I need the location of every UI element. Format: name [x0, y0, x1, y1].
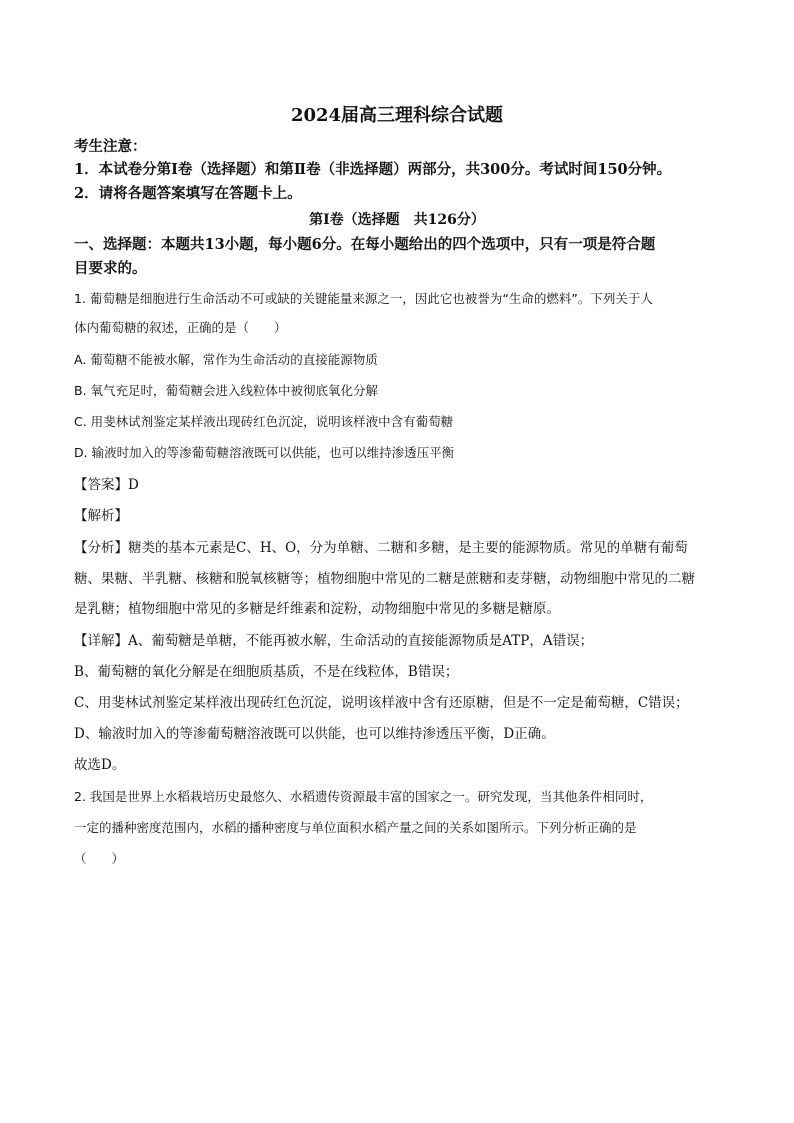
q2-stem-line-3: （ ）: [74, 851, 125, 866]
notice-label: 考生注意：: [74, 138, 147, 155]
q2-stem-line-2: 一定的播种密度范围内，水稻的播种密度与单位面积水稻产量之间的关系如图所示。下列分析正确的是: [74, 820, 637, 835]
q1-analysis-line-3: 是乳糖；植物细胞中常见的多糖是纤维素和淀粉，动物细胞中常见的多糖是糖原。: [74, 601, 560, 617]
q1-detail-line-4: D、输液时加入的等渗葡萄糖溶液既可以供能，也可以维持渗透压平衡，D正确。: [74, 726, 555, 742]
q1-analysis-line-1: 【分析】糖类的基本元素是C、H、O，分为单糖、二糖和多糖，是主要的能源物质。常见的单糖有葡萄: [74, 540, 688, 556]
q1-analysis-line-2: 糖、果糖、半乳糖、核糖和脱氧核糖等；植物细胞中常见的二糖是蔗糖和麦芽糖，动物细胞中常见的二糖: [74, 571, 695, 587]
q1-answer: 【答案】D: [74, 477, 139, 493]
q1-option-d: D. 输液时加入的等渗葡萄糖溶液既可以供能，也可以维持渗透压平衡: [74, 445, 455, 460]
q1-option-a: A. 葡萄糖不能被水解，常作为生命活动的直接能源物质: [74, 352, 378, 367]
notice-item-2: 2．请将各题答案填写在答题卡上。: [74, 185, 302, 202]
section-heading: 第Ⅰ卷（选择题 共126分）: [309, 212, 485, 228]
q1-stem-line-1: 1. 葡萄糖是细胞进行生命活动不可或缺的关键能量来源之一，因此它也被誉为“生命的燃料”。下列关于人: [74, 291, 653, 306]
q1-detail-line-2: B、葡萄糖的氧化分解是在细胞质基质，不是在线粒体，B错误；: [74, 664, 459, 680]
q1-explanation-label: 【解析】: [74, 508, 128, 524]
q1-option-c: C. 用斐林试剂鉴定某样液出现砖红色沉淀，说明该样液中含有葡萄糖: [74, 414, 454, 429]
section-instruction-line-2: 目要求的。: [74, 260, 147, 277]
section-instruction-line-1: 一、选择题：本题共13小题，每小题6分。在每小题给出的四个选项中，只有一项是符合题: [74, 236, 656, 253]
notice-item-1: 1．本试卷分第Ⅰ卷（选择题）和第Ⅱ卷（非选择题）两部分，共300分。考试时间150分钟。: [74, 161, 672, 178]
q1-detail-line-3: C、用斐林试剂鉴定某样液出现砖红色沉淀，说明该样液中含有还原糖，但是不一定是葡萄糖，C错误；: [74, 695, 689, 711]
q1-detail-line-1: 【详解】A、葡萄糖是单糖，不能再被水解，生命活动的直接能源物质是ATP，A错误；: [74, 633, 594, 649]
q2-stem-line-1: 2. 我国是世界上水稻栽培历史最悠久、水稻遗传资源最丰富的国家之一。研究发现，当其他条件相同时，: [74, 789, 653, 804]
q1-conclusion: 故选D。: [74, 757, 126, 773]
page-title: 2024届高三理科综合试题: [290, 105, 504, 126]
q1-stem-line-2: 体内葡萄糖的叙述，正确的是（ ）: [74, 320, 287, 335]
q1-option-b: B. 氧气充足时，葡萄糖会进入线粒体中被彻底氧化分解: [74, 383, 379, 398]
